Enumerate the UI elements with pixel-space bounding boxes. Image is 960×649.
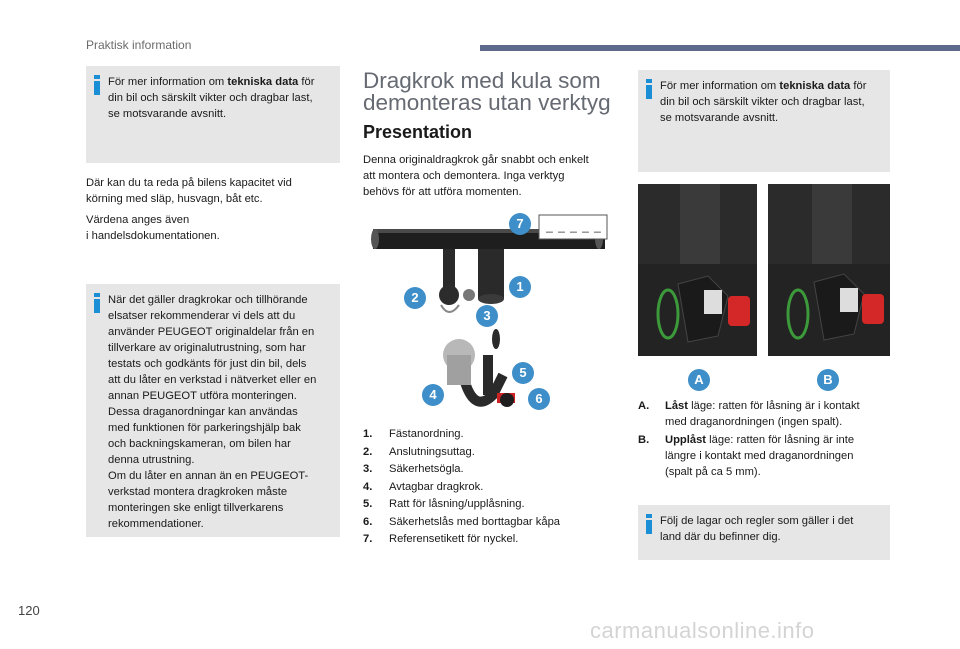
info-icon [94, 293, 100, 313]
reference-label-box: _ _ _ _ _ [546, 219, 602, 233]
photo-locked-position [638, 184, 757, 356]
badge-6: 6 [528, 388, 550, 410]
list-item: 6. Säkerhetslås med borttagbar kåpa [363, 515, 561, 528]
receiver-shape [478, 249, 504, 299]
list-item: 3. Säkerhetsögla. [363, 463, 464, 475]
section-title: Praktisk information [86, 38, 192, 52]
section-heading: Presentation [363, 122, 473, 142]
list-item: 1. Fästanordning. [363, 428, 464, 440]
watermark: carmanualsonline.info [590, 618, 815, 643]
list-item-b: B. Upplåst läge: ratten för låsning är inte längre i kontakt med draganordningen (spalt på ca 5 mm). [638, 434, 855, 478]
paragraph-documentation: Värdena anges även i handelsdokumentationen. [86, 214, 220, 242]
page-title: Dragkrok med kula som demonteras utan verktyg [363, 68, 611, 115]
badge-b: B [817, 369, 839, 391]
info-box-laws [638, 505, 890, 560]
info-box-technical-data [86, 66, 340, 163]
page-number: 120 [18, 603, 40, 618]
list-item: 2. Anslutningsuttag. [363, 445, 475, 458]
badge-4: 4 [422, 384, 444, 406]
info-text: För mer information om tekniska data för din bil och särskilt vikter och dragbar last, se motsvarande avsnitt. [108, 76, 315, 120]
list-item: 7. Referensetikett för nyckel. [363, 533, 519, 545]
info-icon [646, 514, 652, 534]
info-text: Följ de lagar och regler som gäller i det land där du befinner dig. [660, 515, 854, 543]
badge-a: A [688, 369, 710, 391]
info-box-recommendation [86, 284, 340, 537]
badge-5: 5 [512, 362, 534, 384]
header-bar [480, 45, 960, 51]
position-legend [638, 398, 888, 482]
intro-paragraph: Denna originaldragkrok går snabbt och enkelt att montera och demontera. Inga verktyg behövs för att utföra momenten. [363, 154, 589, 198]
list-item-a: A. Låst läge: ratten för låsning är i kontakt med draganordningen (ingen spalt). [638, 400, 860, 428]
info-icon [94, 75, 100, 95]
info-text: När det gäller dragkrokar och tillhörande elsatser rekommenderar vi dels att du använder PEUGEOT originaldelar från en tillverkare av originalutrustning, som har testats och godkänts för just din bil, dels att du låter en verkstad i nätverket eller en annan PEUGEOT utföra monteringen. Dessa draganordningar kan användas med funktionen för parkeringshjälp bak och backningskameran, om bilen har denna utrustning. Om du låter en annan än en PEUGEOT- verkstad montera dragkroken måste monteringen ske enligt tillverkarens rekommendationer. [108, 294, 317, 530]
list-item: 4. Avtagbar dragkrok. [363, 480, 484, 493]
info-icon [646, 79, 652, 99]
badge-2: 2 [404, 287, 426, 309]
badge-3: 3 [476, 305, 498, 327]
info-box-technical-data-right [638, 70, 890, 172]
badge-7: 7 [509, 213, 531, 235]
photo-unlocked-position [768, 184, 890, 356]
parts-list [363, 428, 623, 551]
list-item: 5. Ratt för låsning/upplåsning. [363, 498, 525, 510]
info-text: För mer information om tekniska data för din bil och särskilt vikter och dragbar last, se motsvarande avsnitt. [660, 80, 867, 124]
badge-1: 1 [509, 276, 531, 298]
paragraph-capacity: Där kan du ta reda på bilens kapacitet vid körning med släp, husvagn, båt etc. [86, 177, 292, 205]
